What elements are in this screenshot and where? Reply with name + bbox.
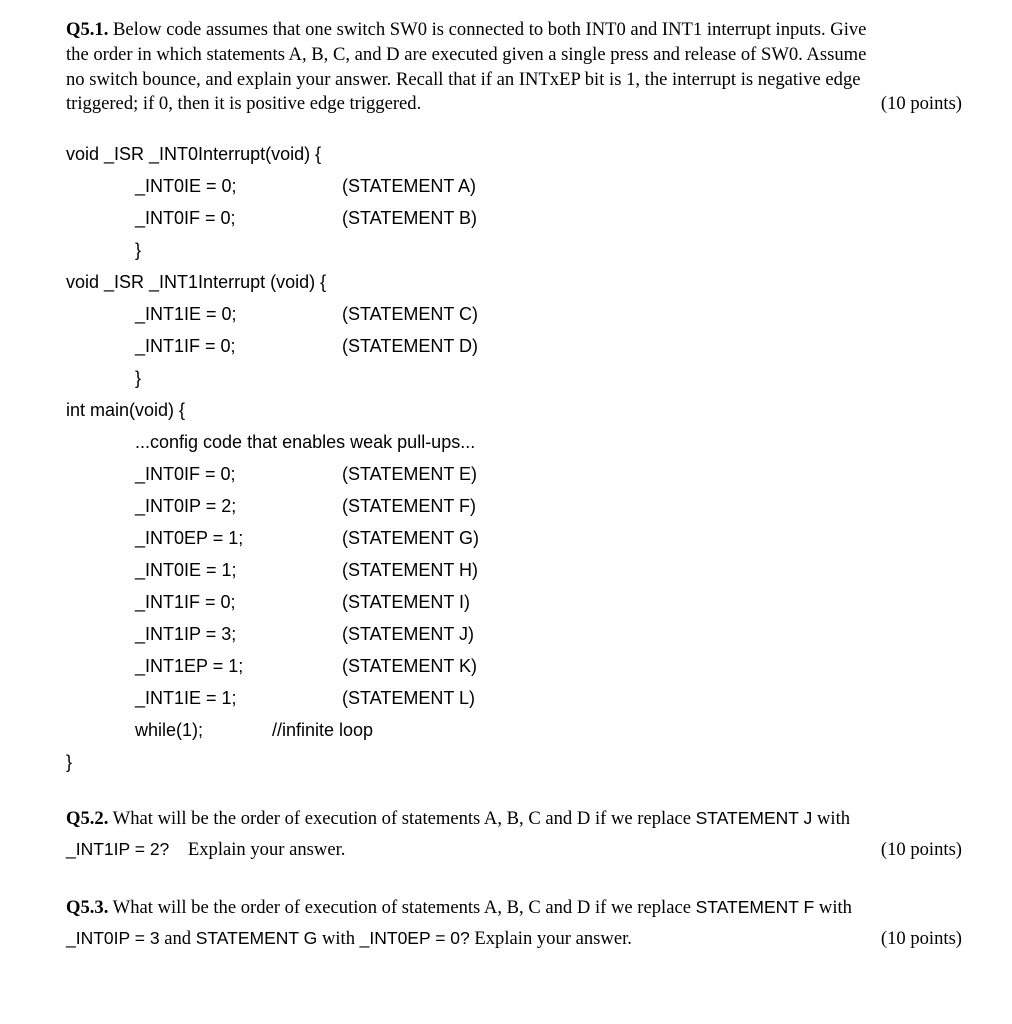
loop-comment: //infinite loop	[272, 720, 374, 740]
while-loop: while(1);	[135, 720, 204, 740]
statement-label: (STATEMENT L)	[342, 688, 476, 708]
q52-number: Q5.2.	[66, 808, 109, 829]
code-line: _INT1IE = 0;	[135, 304, 237, 324]
code-line: _INT0IE = 1;	[135, 560, 237, 580]
q51-points: (10 points)	[880, 93, 962, 115]
code-line: _INT1EP = 1;	[135, 656, 244, 676]
question-5-2	[66, 803, 962, 865]
statement-label: (STATEMENT A)	[342, 176, 477, 196]
isr1-close-brace: }	[135, 368, 142, 388]
statement-label: (STATEMENT B)	[342, 208, 477, 228]
statement-label: (STATEMENT D)	[342, 336, 478, 356]
statement-label: (STATEMENT F)	[342, 496, 476, 516]
statement-label: (STATEMENT G)	[342, 528, 479, 548]
q51-line-2: the order in which statements A, B, C, and D are executed given a single press and release of SW0. Assume	[66, 43, 867, 65]
statement-label: (STATEMENT C)	[342, 304, 478, 324]
code-line: _INT0IE = 0;	[135, 176, 237, 196]
q52-points: (10 points)	[880, 839, 962, 860]
code-line: _INT0IP = 2;	[135, 496, 237, 516]
q53-number: Q5.3.	[66, 897, 109, 918]
code-line: _INT1IF = 0;	[135, 592, 236, 612]
statement-label: (STATEMENT K)	[342, 656, 477, 676]
statement-label: (STATEMENT J)	[342, 624, 474, 644]
statement-label: (STATEMENT H)	[342, 560, 478, 580]
code-line: _INT0IF = 0;	[135, 208, 236, 228]
q53-line-2: _INT0IP = 3 and STATEMENT G with _INT0EP = 0? Explain your answer. (10 points)	[66, 923, 962, 954]
q51-line-1: Q5.1. Below code assumes that one switch SW0 is connected to both INT0 and INT1 interrupt inputs. Give	[66, 19, 867, 40]
q51-line-4: triggered; if 0, then it is positive edge triggered. (10 points)	[66, 92, 962, 117]
q51-number: Q5.1.	[66, 19, 109, 40]
code-line: _INT0EP = 1;	[135, 528, 244, 548]
q52-line-2: _INT1IP = 2? Explain your answer. (10 points)	[66, 834, 962, 865]
question-5-3	[66, 892, 962, 954]
main-close-brace: }	[66, 752, 73, 772]
q53-points: (10 points)	[880, 928, 962, 949]
q53-line-1: Q5.3. What will be the order of execution of statements A, B, C and D if we replace STATEMENT F with	[66, 897, 852, 918]
main-header: int main(void) {	[66, 400, 186, 420]
code-line: _INT0IF = 0;	[135, 464, 236, 484]
isr0-close-brace: }	[135, 240, 142, 260]
code-line: _INT1IF = 0;	[135, 336, 236, 356]
isr1-header: void _ISR _INT1Interrupt (void) {	[66, 272, 327, 292]
q51-line-3: no switch bounce, and explain your answer. Recall that if an INTxEP bit is 1, the interrupt is negative edge	[66, 68, 861, 90]
statement-label: (STATEMENT I)	[342, 592, 470, 612]
statement-label: (STATEMENT E)	[342, 464, 477, 484]
q52-line-1: Q5.2. What will be the order of execution of statements A, B, C and D if we replace STATEMENT J with	[66, 808, 851, 829]
config-comment: ...config code that enables weak pull-ups...	[135, 432, 476, 452]
code-line: _INT1IE = 1;	[135, 688, 237, 708]
code-line: _INT1IP = 3;	[135, 624, 237, 644]
isr0-header: void _ISR _INT0Interrupt(void) {	[66, 144, 322, 164]
